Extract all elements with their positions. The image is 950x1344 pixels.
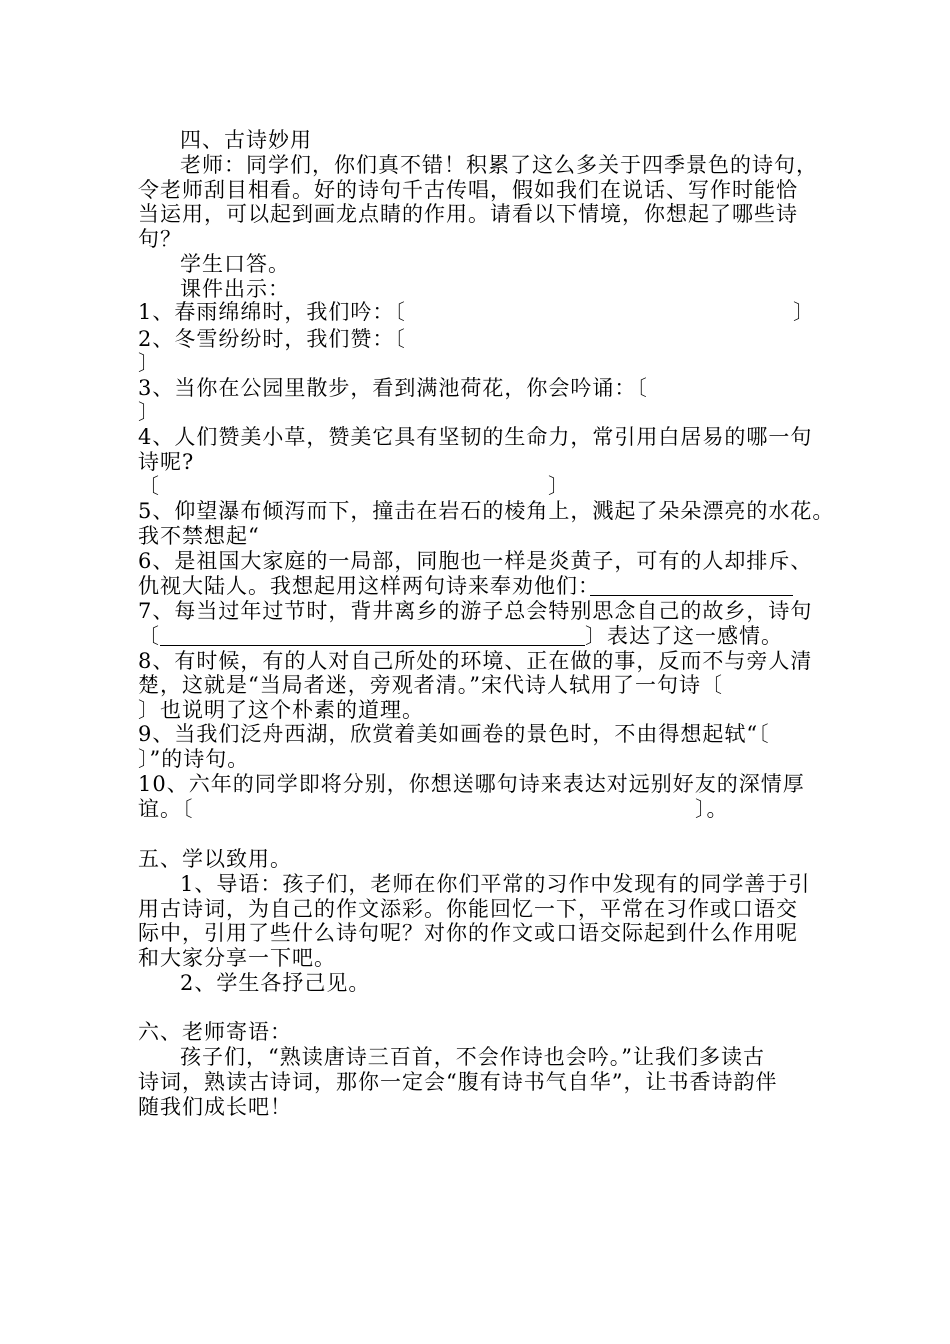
question-9-line-2: 〕”的诗句。 bbox=[138, 747, 250, 771]
question-10-close: 〕。 bbox=[695, 797, 729, 821]
intro-line-1: 老师：同学们，你们真不错！积累了这么多关于四季景色的诗句， bbox=[180, 153, 818, 177]
question-5-line-1: 5、仰望瀑布倾泻而下，撞击在岩石的棱角上，溅起了朵朵漂亮的水花。 bbox=[138, 499, 835, 523]
question-4-line-1: 4、人们赞美小草，赞美它具有坚韧的生命力，常引用白居易的哪一句 bbox=[138, 425, 813, 449]
question-7-open: 〔 bbox=[138, 624, 160, 648]
question-2: 2、冬雪纷纷时，我们赞：〔 bbox=[138, 327, 406, 351]
section-5-line-3: 际中，引用了些什么诗句呢？对你的作文或口语交际起到什么作用呢 bbox=[138, 921, 798, 945]
question-5-line-2: 我不禁想起“ bbox=[138, 524, 260, 548]
intro-line-4: 句？ bbox=[138, 227, 182, 251]
section-5-line-4: 和大家分享一下吧。 bbox=[138, 946, 336, 970]
answer-blank-6 bbox=[590, 595, 793, 596]
question-8-line-2: 楚，这就是“当局者迷，旁观者清。”宋代诗人轼用了一句诗〔 bbox=[138, 673, 723, 697]
question-1-close: 〕 bbox=[793, 300, 815, 324]
question-4-line-2: 诗呢? bbox=[138, 450, 195, 474]
student-answer: 学生口答。 bbox=[180, 252, 290, 276]
question-1: 1、春雨绵绵时，我们吟：〔 bbox=[138, 300, 406, 324]
section-6-line-3: 随我们成长吧！ bbox=[138, 1095, 292, 1119]
question-4-open: 〔 bbox=[138, 474, 160, 498]
question-4-close: 〕 bbox=[548, 474, 570, 498]
question-6-line-2: 仇视大陆人。我想起用这样两句诗来奉劝他们： bbox=[138, 574, 600, 598]
question-7-line-1: 7、每当过年过节时，背井离乡的游子总会特别思念自己的故乡，诗句 bbox=[138, 599, 813, 623]
question-3-close: 〕 bbox=[138, 400, 160, 424]
intro-line-2: 令老师刮目相看。好的诗句千古传唱，假如我们在说话、写作时能恰 bbox=[138, 178, 798, 202]
question-10-line-1: 10、六年的同学即将分别，你想送哪句诗来表达对远别好友的深情厚 bbox=[138, 772, 805, 796]
section-6-heading: 六、老师寄语： bbox=[138, 1020, 292, 1044]
section-5-line-1: 1、导语：孩子们，老师在你们平常的习作中发现有的同学善于引 bbox=[180, 872, 811, 896]
question-8-line-1: 8、有时候，有的人对自己所处的环境、正在做的事，反而不与旁人清 bbox=[138, 649, 813, 673]
question-10-line-2: 谊。〔 bbox=[138, 797, 194, 821]
question-6-line-1: 6、是祖国大家庭的一局部，同胞也一样是炎黄子，可有的人却排斥、 bbox=[138, 549, 813, 573]
intro-line-3: 当运用，可以起到画龙点睛的作用。请看以下情境，你想起了哪些诗 bbox=[138, 202, 798, 226]
section-5-line-2: 用古诗词，为自己的作文添彩。你能回忆一下，平常在习作或口语交 bbox=[138, 897, 798, 921]
slide-label: 课件出示： bbox=[180, 277, 290, 301]
section-6-line-2: 诗词，熟读古诗词，那你一定会“腹有诗书气自华”，让书香诗韵伴 bbox=[138, 1070, 778, 1094]
question-7-close: 〕表达了这一感情。 bbox=[585, 624, 783, 648]
section-5-item-2: 2、学生各抒己见。 bbox=[180, 971, 371, 995]
answer-blank-7 bbox=[160, 645, 585, 646]
section-4-heading: 四、古诗妙用 bbox=[180, 128, 312, 152]
section-5-heading: 五、学以致用。 bbox=[138, 847, 292, 871]
question-8-line-3: 〕也说明了这个朴素的道理。 bbox=[138, 698, 424, 722]
question-2-close: 〕 bbox=[138, 351, 160, 375]
question-9-line-1: 9、当我们泛舟西湖，欣赏着美如画卷的景色时，不由得想起轼“〔 bbox=[138, 722, 770, 746]
question-3: 3、当你在公园里散步，看到满池荷花，你会吟诵：〔 bbox=[138, 376, 648, 400]
section-6-line-1: 孩子们，“熟读唐诗三百首，不会作诗也会吟。”让我们多读古 bbox=[180, 1045, 765, 1069]
